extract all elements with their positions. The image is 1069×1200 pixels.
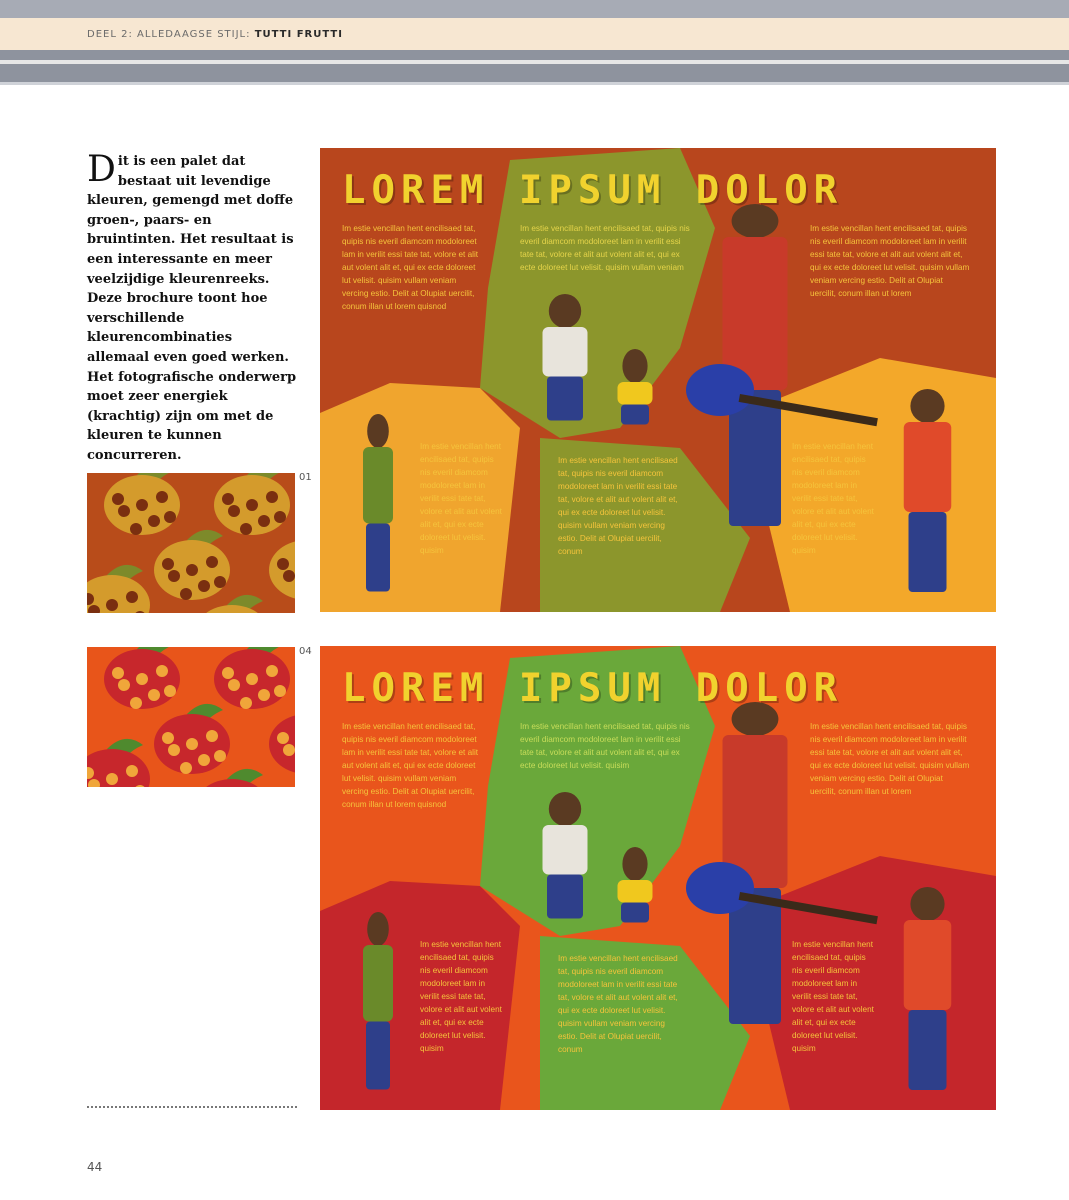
body-text-top-center: Im estie vencillan hent encilisaed tat, quipis nis everil diamcom modoloreet lam in verilit essi tate tat, volore et alit aut volent alit et, qui ex ecte doloreet lut velisit. quisim vullam veniam <box>520 224 690 272</box>
header-stripe <box>0 50 1069 60</box>
body-text-bottom-left: Im estie vencillan hent encilisaed tat, quipis nis everil diamcom modoloreet lam in verilit essi tate tat, volore et alit aut volent alit et, qui ex ecte doloreet lut velisit. quisim <box>420 442 502 555</box>
girl-with-guitar-photo <box>723 204 788 526</box>
girl-with-guitar-photo <box>723 702 788 1024</box>
intro-paragraph <box>87 149 297 466</box>
body-text-top-right: Im estie vencillan hent encilisaed tat, quipis nis everil diamcom modoloreet lam in verilit essi tate tat, volore et alit aut volent alit et, qui ex ecte doloreet lut velisit. quisim vullam veniam vercing estio. Delit at Olupiat uercilit, conum illan ut lorem <box>810 224 970 298</box>
raspberry-pattern-image <box>87 647 295 787</box>
brochure-variant <box>320 646 996 1110</box>
swatch-number: 04 <box>299 646 312 657</box>
running-header-title: TUTTI FRUTTI <box>254 29 343 40</box>
brochure-title: LOREM IPSUM DOLOR <box>342 168 844 213</box>
dotted-divider <box>87 1106 297 1108</box>
body-text-top-center: Im estie vencillan hent encilisaed tat, quipis nis everil diamcom modoloreet lam in verilit essi tate tat, volore et alit aut volent alit et, qui ex ecte doloreet lut velisit. quisim <box>520 722 690 770</box>
intro-text: it is een palet dat bestaat uit levendige kleuren, gemengd met doffe groen-, paars- en bruintinten. Het resultaat is een interessante en meer veelzijdige kleurenreeks. Deze brochure toont hoe verschillende kleurencombinaties allemaal even goed werken. Het fotografische onderwerp moet zeer energiek (krachtig) zijn om met de kleuren te kunnen concurreren. <box>87 154 297 463</box>
body-text-bottom-left: Im estie vencillan hent encilisaed tat, quipis nis everil diamcom modoloreet lam in verilit essi tate tat, volore et alit aut volent alit et, qui ex ecte doloreet lut velisit. quisim <box>420 940 502 1053</box>
drop-cap: D <box>87 149 116 190</box>
guitar-body <box>686 364 754 416</box>
body-text-bottom-center: Im estie vencillan hent encilisaed tat, quipis nis everil diamcom modoloreet lam in verilit essi tate tat, volore et alit aut volent alit et, qui ex ecte doloreet lut velisit. quisim vullam veniam vercing estio. Delit at Olupiat uercilit, conum <box>558 954 678 1054</box>
body-text-top-left: Im estie vencillan hent encilisaed tat, quipis nis everil diamcom modoloreet lam in verilit essi tate tat, volore et alit aut volent alit et, qui ex ecte doloreet lut velisit. quisim vullam veniam vercing estio. Delit at Olupiat uercilit, conum illan ut lorem quisnod <box>342 722 479 809</box>
header-stripe <box>0 64 1069 82</box>
raspberry-pattern-image <box>87 473 295 613</box>
body-text-top-left: Im estie vencillan hent encilisaed tat, quipis nis everil diamcom modoloreet lam in verilit essi tate tat, volore et alit aut volent alit et, qui ex ecte doloreet lut velisit. quisim vullam veniam vercing estio. Delit at Olupiat uercilit, conum illan ut lorem quisnod <box>342 224 479 311</box>
body-text-bottom-right: Im estie vencillan hent encilisaed tat, quipis nis everil diamcom modoloreet lam in verilit essi tate tat, volore et alit aut volent alit et, qui ex ecte doloreet lut velisit. quisim <box>792 940 874 1053</box>
page-number: 44 <box>87 1160 103 1174</box>
running-header-section: DEEL 2: ALLEDAAGSE STIJL: <box>87 29 251 40</box>
body-text-bottom-center: Im estie vencillan hent encilisaed tat, quipis nis everil diamcom modoloreet lam in verilit essi tate tat, volore et alit aut volent alit et, qui ex ecte doloreet lut velisit. quisim vullam veniam vercing estio. Delit at Olupiat uercilit, conum <box>558 456 678 556</box>
swatch-pattern <box>87 473 295 613</box>
header-stripe <box>0 82 1069 85</box>
toddler-with-toy-photo <box>543 294 588 421</box>
body-text-top-right: Im estie vencillan hent encilisaed tat, quipis nis everil diamcom modoloreet lam in verilit essi tate tat, volore et alit aut volent alit et, qui ex ecte doloreet lut velisit. quisim vullam veniam vercing estio. Delit at Olupiat uercilit, conum illan ut lorem <box>810 722 970 796</box>
running-header <box>87 29 343 40</box>
brochure-variant <box>320 148 996 612</box>
swatch-pattern <box>87 647 295 787</box>
swatch-number: 01 <box>299 472 312 483</box>
body-text-bottom-right: Im estie vencillan hent encilisaed tat, quipis nis everil diamcom modoloreet lam in verilit essi tate tat, volore et alit aut volent alit et, qui ex ecte doloreet lut velisit. quisim <box>792 442 874 555</box>
guitar-body <box>686 862 754 914</box>
toddler-with-toy-photo <box>543 792 588 919</box>
header-band-top <box>0 0 1069 18</box>
brochure-title: LOREM IPSUM DOLOR <box>342 666 844 711</box>
